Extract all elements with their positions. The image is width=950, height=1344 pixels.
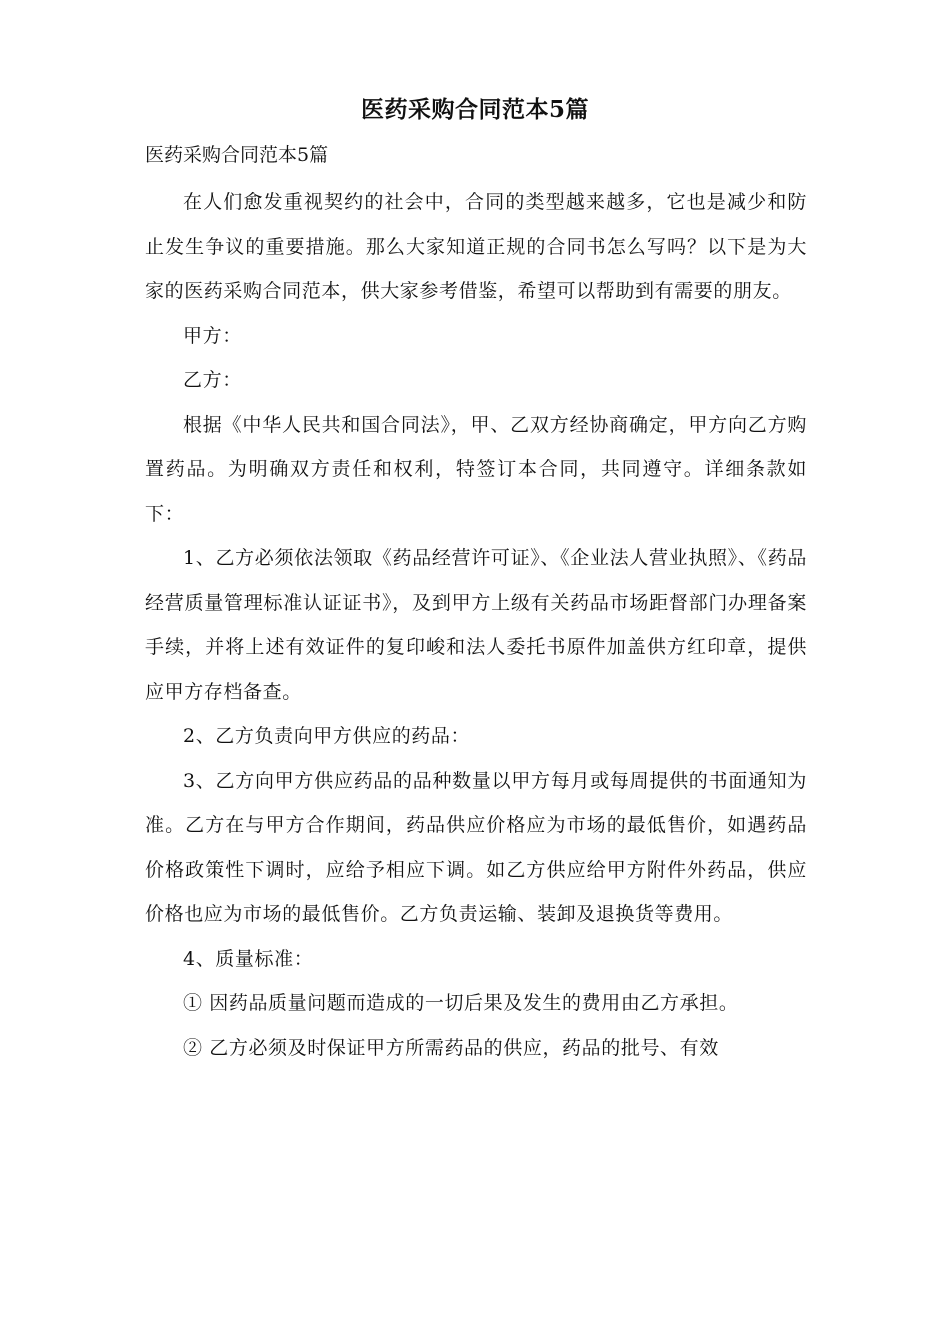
paragraph-clause-3: 3、乙方向甲方供应药品的品种数量以甲方每月或每周提供的书面通知为准。乙方在与甲方合作期间，药品供应价格应为市场的最低售价，如遇药品价格政策性下调时，应给予相应下调。如乙方供应给甲方附件外药品，供应价格也应为市场的最低售价。乙方负责运输、装卸及退换货等费用。 xyxy=(145,769,807,925)
paragraph-quality-1: ① 因药品质量问题而造成的一切后果及发生的费用由乙方承担。 xyxy=(183,992,739,1014)
paragraph-party-a: 甲方： xyxy=(183,324,242,347)
paragraph-clause-4: 4、质量标准： xyxy=(183,947,314,970)
paragraph-party-b: 乙方： xyxy=(183,369,242,391)
document-subtitle: 医药采购合同范本5篇 xyxy=(145,144,329,166)
paragraph-intro: 在人们愈发重视契约的社会中，合同的类型越来越多，它也是减少和防止发生争议的重要措施。那么大家知道正规的合同书怎么写吗？以下是为大家的医药采购合同范本，供大家参考借鉴，希望可以帮助到有需要的朋友。 xyxy=(145,191,807,302)
paragraph-clause-2: 2、乙方负责向甲方供应的药品： xyxy=(183,725,471,747)
paragraph-basis: 根据《中华人民共和国合同法》，甲、乙双方经协商确定，甲方向乙方购置药品。为明确双方责任和权利，特签订本合同，共同遵守。详细条款如下： xyxy=(145,413,807,525)
document-body xyxy=(145,180,807,1070)
paragraph-clause-1: 1、乙方必须依法领取《药品经营许可证》、《企业法人营业执照》、《药品经营质量管理标准认证证书》，及到甲方上级有关药品市场距督部门办理备案手续，并将上述有效证件的复印峻和法人委托书原件加盖供方红印章，提供应甲方存档备查。 xyxy=(145,547,807,703)
paragraph-quality-2: ② 乙方必须及时保证甲方所需药品的供应，药品的批号、有效 xyxy=(183,1036,719,1059)
document-title: 医药采购合同范本5篇 xyxy=(360,96,589,123)
